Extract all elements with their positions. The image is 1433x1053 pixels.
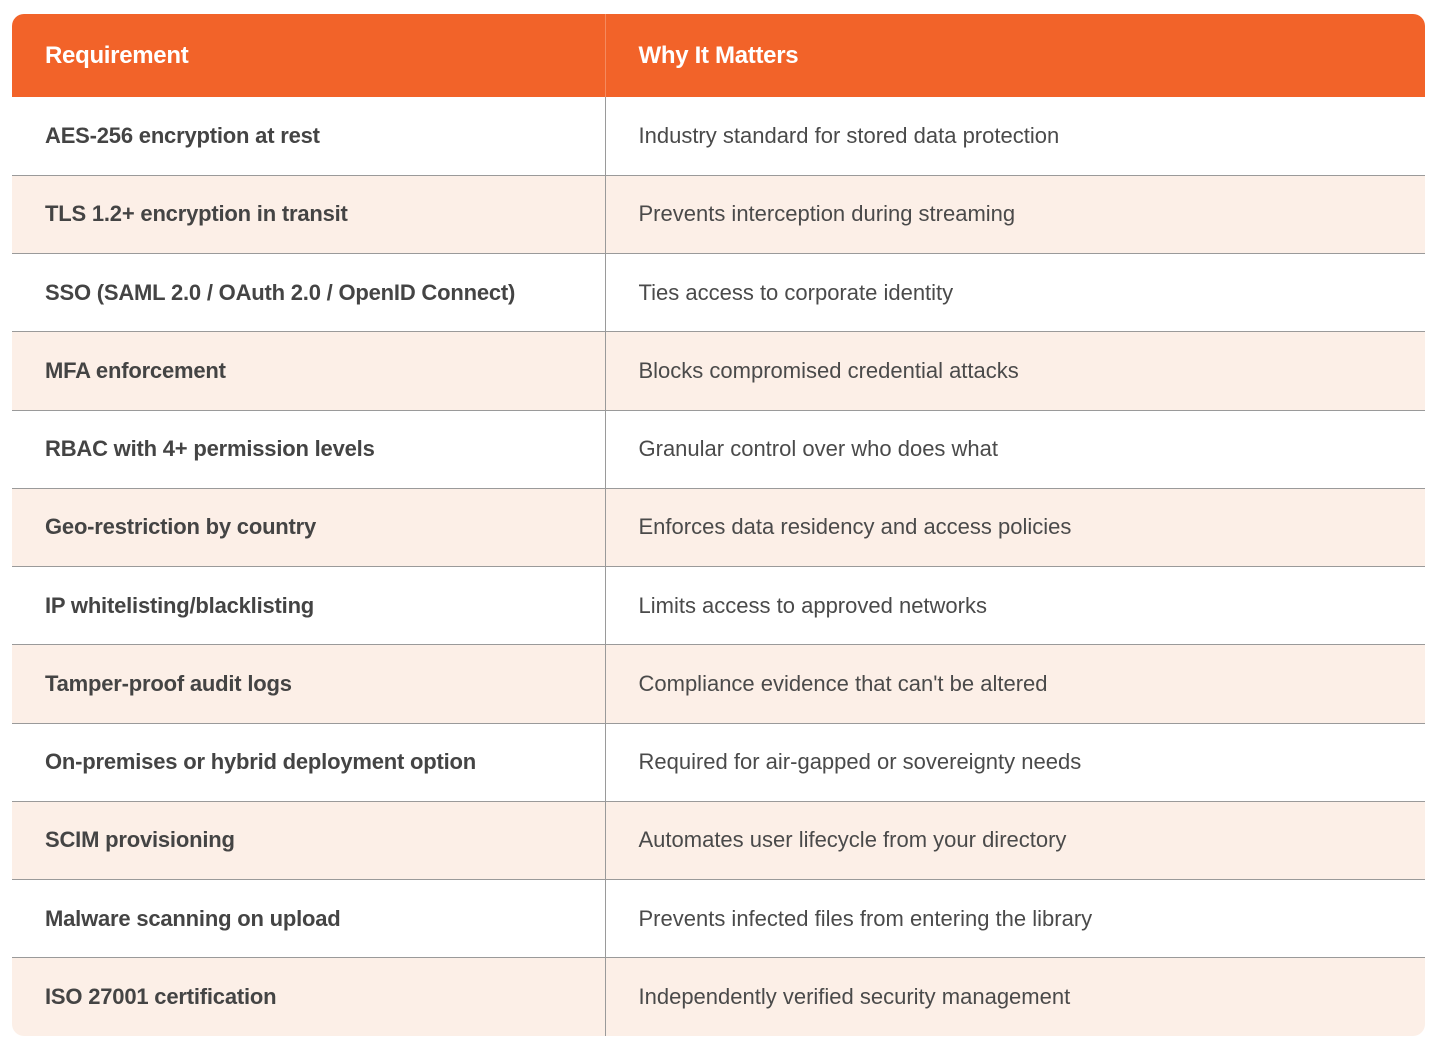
table-row [12, 567, 1425, 645]
why-it-matters-cell: Enforces data residency and access policies [605, 488, 1425, 566]
why-it-matters-cell: Granular control over who does what [605, 410, 1425, 488]
requirement-cell: Geo-restriction by country [12, 488, 605, 566]
why-it-matters-cell: Blocks compromised credential attacks [605, 332, 1425, 410]
requirement-cell: SCIM provisioning [12, 801, 605, 879]
requirement-cell: SSO (SAML 2.0 / OAuth 2.0 / OpenID Connect) [12, 254, 605, 332]
table-row [12, 254, 1425, 332]
why-it-matters-cell: Ties access to corporate identity [605, 254, 1425, 332]
why-it-matters-cell: Prevents interception during streaming [605, 175, 1425, 253]
why-it-matters-cell: Compliance evidence that can't be altered [605, 645, 1425, 723]
requirement-cell: ISO 27001 certification [12, 958, 605, 1036]
column-header-requirement: Requirement [12, 14, 605, 97]
table-body [12, 97, 1425, 1036]
table-row [12, 488, 1425, 566]
table-row [12, 801, 1425, 879]
why-it-matters-cell: Independently verified security management [605, 958, 1425, 1036]
requirement-cell: RBAC with 4+ permission levels [12, 410, 605, 488]
why-it-matters-cell: Prevents infected files from entering the library [605, 880, 1425, 958]
table-row [12, 723, 1425, 801]
column-header-why-it-matters: Why It Matters [638, 41, 799, 69]
requirement-cell: On-premises or hybrid deployment option [12, 723, 605, 801]
requirement-cell: TLS 1.2+ encryption in transit [12, 175, 605, 253]
header-row [12, 14, 1425, 97]
why-it-matters-cell: Automates user lifecycle from your directory [605, 801, 1425, 879]
table-row [12, 175, 1425, 253]
requirements-table-container [12, 14, 1425, 1036]
table-row [12, 97, 1425, 175]
why-it-matters-cell: Industry standard for stored data protection [638, 122, 1060, 148]
requirement-cell: MFA enforcement [12, 332, 605, 410]
requirements-table [12, 14, 1425, 1036]
table-header [12, 14, 1425, 97]
table-row [12, 645, 1425, 723]
table-row [12, 332, 1425, 410]
requirement-cell: AES-256 encryption at rest [12, 97, 605, 175]
requirement-cell: Malware scanning on upload [12, 880, 605, 958]
requirement-cell: Tamper-proof audit logs [12, 645, 605, 723]
table-row [12, 958, 1425, 1036]
table-row [12, 880, 1425, 958]
why-it-matters-cell: Required for air-gapped or sovereignty needs [605, 723, 1425, 801]
table-row [12, 410, 1425, 488]
requirement-cell: IP whitelisting/blacklisting [12, 567, 605, 645]
why-it-matters-cell: Limits access to approved networks [605, 567, 1425, 645]
